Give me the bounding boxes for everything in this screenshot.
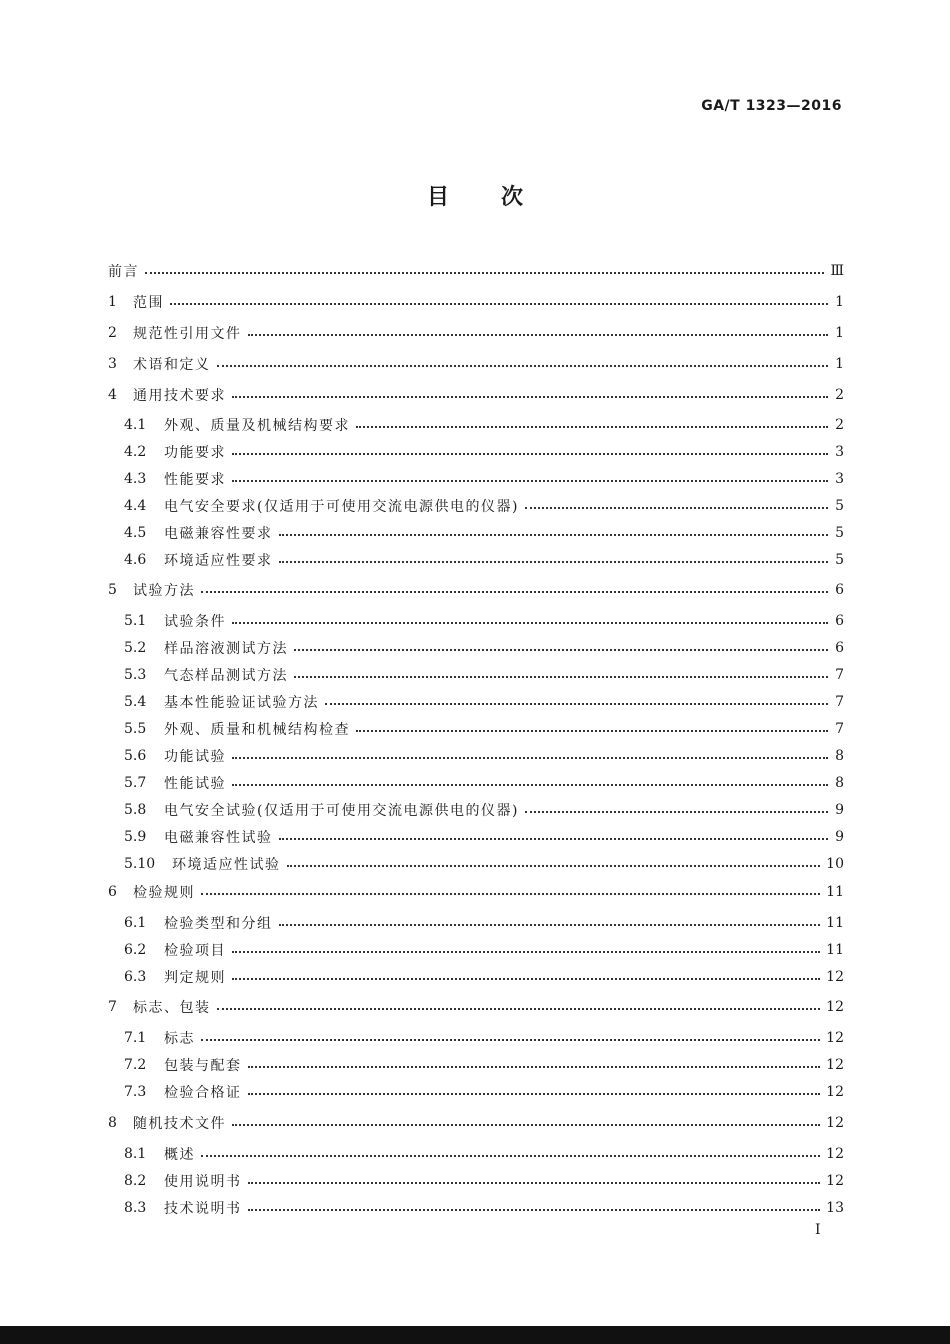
toc-entry-number: 4.6 xyxy=(124,552,147,568)
toc-entry-number: 8 xyxy=(108,1115,117,1131)
dot-leader xyxy=(232,747,828,759)
dot-leader xyxy=(294,639,828,651)
toc-entry-number: 5 xyxy=(108,582,117,598)
toc-entry-page: 10 xyxy=(826,856,844,872)
toc-entry-number: 8.1 xyxy=(124,1146,147,1162)
toc-entry[interactable] xyxy=(124,523,844,543)
toc-entry[interactable] xyxy=(124,940,844,960)
toc-entry-label: 规范性引用文件 xyxy=(133,326,242,342)
toc-entry[interactable] xyxy=(108,323,844,343)
toc-entry-number: 6.2 xyxy=(124,942,147,958)
toc-entry[interactable] xyxy=(124,1082,844,1102)
toc-entry-label: 电气安全要求(仅适用于可使用交流电源供电的仪器) xyxy=(164,499,519,515)
toc-entry-label: 环境适应性试验 xyxy=(172,857,281,873)
toc-entry-number: 6.3 xyxy=(124,969,147,985)
toc-entry[interactable] xyxy=(124,1028,844,1048)
toc-entry[interactable] xyxy=(124,854,844,874)
toc-entry-label: 试验方法 xyxy=(133,583,195,599)
toc-entry-page: 12 xyxy=(826,1115,844,1131)
toc-entry-number: 6 xyxy=(108,884,117,900)
toc-entry-page: 6 xyxy=(835,613,844,629)
toc-entry-number: 6.1 xyxy=(124,915,147,931)
toc-entry[interactable] xyxy=(108,354,844,374)
toc-entry-page: 5 xyxy=(835,498,844,514)
toc-entry-page: 8 xyxy=(835,775,844,791)
dot-leader xyxy=(201,1145,820,1157)
toc-entry-number: 5.6 xyxy=(124,748,147,764)
toc-entry-label: 随机技术文件 xyxy=(133,1116,226,1132)
toc-entry-label: 功能要求 xyxy=(164,445,226,461)
toc-entry[interactable] xyxy=(124,913,844,933)
dot-leader xyxy=(170,293,828,305)
toc-entry[interactable] xyxy=(124,415,844,435)
toc-entry-number: 4 xyxy=(108,387,117,403)
dot-leader xyxy=(232,774,828,786)
dot-leader xyxy=(287,855,821,867)
toc-entry-page: 11 xyxy=(826,915,844,931)
toc-entry-page: 13 xyxy=(826,1200,844,1216)
toc-entry-number: 4.4 xyxy=(124,498,147,514)
toc-entry-label: 标志 xyxy=(164,1031,195,1047)
dot-leader xyxy=(294,666,828,678)
toc-entry-page: 7 xyxy=(835,721,844,737)
dot-leader xyxy=(279,524,829,536)
toc-entry[interactable] xyxy=(108,1113,844,1133)
toc-entry-page: 9 xyxy=(835,802,844,818)
toc-entry-page: 6 xyxy=(835,582,844,598)
toc-entry-number: 5.1 xyxy=(124,613,147,629)
toc-entry-label: 环境适应性要求 xyxy=(164,553,273,569)
toc-entry-label: 样品溶液测试方法 xyxy=(164,641,288,657)
dot-leader xyxy=(356,416,828,428)
dot-leader xyxy=(356,720,828,732)
bottom-border xyxy=(0,1326,950,1344)
dot-leader xyxy=(248,1056,821,1068)
toc-entry-page: 12 xyxy=(826,1173,844,1189)
toc-entry[interactable] xyxy=(124,692,844,712)
toc-entry-page: 12 xyxy=(826,1030,844,1046)
toc-entry-number: 7 xyxy=(108,999,117,1015)
toc-entry-number: 5.5 xyxy=(124,721,147,737)
toc-entry-label: 试验条件 xyxy=(164,614,226,630)
toc-entry-number: 5.3 xyxy=(124,667,147,683)
toc-entry-label: 外观、质量和机械结构检查 xyxy=(164,722,350,738)
toc-entry-label: 性能要求 xyxy=(164,472,226,488)
toc-entry-number: 8.3 xyxy=(124,1200,147,1216)
toc-entry-page: Ⅲ xyxy=(830,263,844,279)
toc-entry-label: 电磁兼容性试验 xyxy=(164,830,273,846)
toc-entry-label: 概述 xyxy=(164,1147,195,1163)
toc-entry-label: 电气安全试验(仅适用于可使用交流电源供电的仪器) xyxy=(164,803,519,819)
toc-entry-label: 性能试验 xyxy=(164,776,226,792)
toc-entry-label: 气态样品测试方法 xyxy=(164,668,288,684)
toc-entry-page: 11 xyxy=(826,942,844,958)
toc-entry-page: 2 xyxy=(835,417,844,433)
standard-code: GA/T 1323—2016 xyxy=(701,98,842,114)
toc-entry-label: 检验类型和分组 xyxy=(164,916,273,932)
toc-entry-page: 7 xyxy=(835,694,844,710)
toc-entry[interactable] xyxy=(108,882,844,902)
toc-entry-label: 通用技术要求 xyxy=(133,388,226,404)
dot-leader xyxy=(248,1083,821,1095)
toc-entry-number: 4.5 xyxy=(124,525,147,541)
toc-entry-number: 5.8 xyxy=(124,802,147,818)
toc-entry-page: 6 xyxy=(835,640,844,656)
toc-entry-page: 8 xyxy=(835,748,844,764)
toc-entry-page: 3 xyxy=(835,444,844,460)
dot-leader xyxy=(525,801,828,813)
toc-entry-label: 术语和定义 xyxy=(133,357,211,373)
toc-entry-label: 电磁兼容性要求 xyxy=(164,526,273,542)
toc-entry-label: 功能试验 xyxy=(164,749,226,765)
toc-entry[interactable] xyxy=(124,638,844,658)
dot-leader xyxy=(232,443,828,455)
toc-entry[interactable] xyxy=(124,550,844,570)
toc-entry-number: 8.2 xyxy=(124,1173,147,1189)
page-number: I xyxy=(815,1222,821,1238)
toc-entry-page: 1 xyxy=(835,294,844,310)
toc-entry-label: 前言 xyxy=(108,264,139,280)
toc-entry-label: 基本性能验证试验方法 xyxy=(164,695,319,711)
toc-entry[interactable] xyxy=(124,1171,844,1191)
toc-entry-number: 7.3 xyxy=(124,1084,147,1100)
toc-entry[interactable] xyxy=(124,800,844,820)
toc-entry-number: 7.1 xyxy=(124,1030,147,1046)
dot-leader xyxy=(217,998,821,1010)
dot-leader xyxy=(232,612,828,624)
dot-leader xyxy=(325,693,828,705)
toc-entry[interactable] xyxy=(124,1055,844,1075)
toc-entry-page: 12 xyxy=(826,1084,844,1100)
toc-entry-number: 5.9 xyxy=(124,829,147,845)
toc-entry[interactable] xyxy=(124,1198,844,1218)
dot-leader xyxy=(201,883,820,895)
toc-entry[interactable] xyxy=(124,773,844,793)
toc-entry-page: 2 xyxy=(835,387,844,403)
toc-entry-page: 5 xyxy=(835,552,844,568)
toc-entry[interactable] xyxy=(124,611,844,631)
dot-leader xyxy=(279,914,821,926)
toc-entry-number: 5.10 xyxy=(124,856,156,872)
toc-entry-page: 12 xyxy=(826,1057,844,1073)
toc-entry[interactable] xyxy=(108,997,844,1017)
toc-entry-label: 范围 xyxy=(133,295,164,311)
toc-title: 目次 xyxy=(426,185,575,210)
toc-entry-page: 7 xyxy=(835,667,844,683)
toc-entry-number: 4.3 xyxy=(124,471,147,487)
toc-entry-number: 4.1 xyxy=(124,417,147,433)
dot-leader xyxy=(232,386,828,398)
dot-leader xyxy=(201,1029,820,1041)
toc-entry[interactable] xyxy=(124,1144,844,1164)
toc-entry-label: 检验合格证 xyxy=(164,1085,242,1101)
toc-entry-number: 5.2 xyxy=(124,640,147,656)
dot-leader xyxy=(232,968,820,980)
toc-entry-label: 技术说明书 xyxy=(164,1201,242,1217)
toc-entry[interactable] xyxy=(108,385,844,405)
dot-leader xyxy=(525,497,828,509)
toc-entry-number: 4.2 xyxy=(124,444,147,460)
toc-entry[interactable] xyxy=(124,967,844,987)
dot-leader xyxy=(279,828,829,840)
dot-leader xyxy=(248,1172,821,1184)
toc-entry[interactable] xyxy=(124,469,844,489)
toc-entry-page: 12 xyxy=(826,1146,844,1162)
toc-entry-number: 7.2 xyxy=(124,1057,147,1073)
toc-entry-number: 3 xyxy=(108,356,117,372)
toc-entry[interactable] xyxy=(124,665,844,685)
toc-entry-number: 5.4 xyxy=(124,694,147,710)
toc-entry[interactable] xyxy=(124,746,844,766)
dot-leader xyxy=(201,581,828,593)
toc-entry-page: 5 xyxy=(835,525,844,541)
toc-entry[interactable] xyxy=(124,496,844,516)
toc-entry-label: 检验项目 xyxy=(164,943,226,959)
toc-entry-page: 12 xyxy=(826,999,844,1015)
toc-entry-label: 判定规则 xyxy=(164,970,226,986)
toc-entry[interactable] xyxy=(124,719,844,739)
toc-entry-page: 1 xyxy=(835,325,844,341)
dot-leader xyxy=(279,551,829,563)
dot-leader xyxy=(232,470,828,482)
toc-entry-number: 2 xyxy=(108,325,117,341)
toc-entry-number: 5.7 xyxy=(124,775,147,791)
toc-entry[interactable] xyxy=(124,442,844,462)
toc-entry-label: 使用说明书 xyxy=(164,1174,242,1190)
toc-entry-page: 11 xyxy=(826,884,844,900)
toc-entry-page: 9 xyxy=(835,829,844,845)
toc-entry[interactable] xyxy=(108,580,844,600)
toc-entry-page: 1 xyxy=(835,356,844,372)
dot-leader xyxy=(248,1199,821,1211)
toc-entry-label: 标志、包装 xyxy=(133,1000,211,1016)
toc-entry-page: 3 xyxy=(835,471,844,487)
dot-leader xyxy=(145,262,824,274)
toc-entry-number: 1 xyxy=(108,294,117,310)
dot-leader xyxy=(217,355,829,367)
toc-entry-page: 12 xyxy=(826,969,844,985)
toc-entry-label: 包装与配套 xyxy=(164,1058,242,1074)
toc-entry-label: 检验规则 xyxy=(133,885,195,901)
toc-entry-label: 外观、质量及机械结构要求 xyxy=(164,418,350,434)
dot-leader xyxy=(232,941,820,953)
toc-entry[interactable] xyxy=(108,261,844,281)
toc-entry[interactable] xyxy=(124,827,844,847)
toc-entry[interactable] xyxy=(108,292,844,312)
dot-leader xyxy=(232,1114,820,1126)
dot-leader xyxy=(248,324,829,336)
